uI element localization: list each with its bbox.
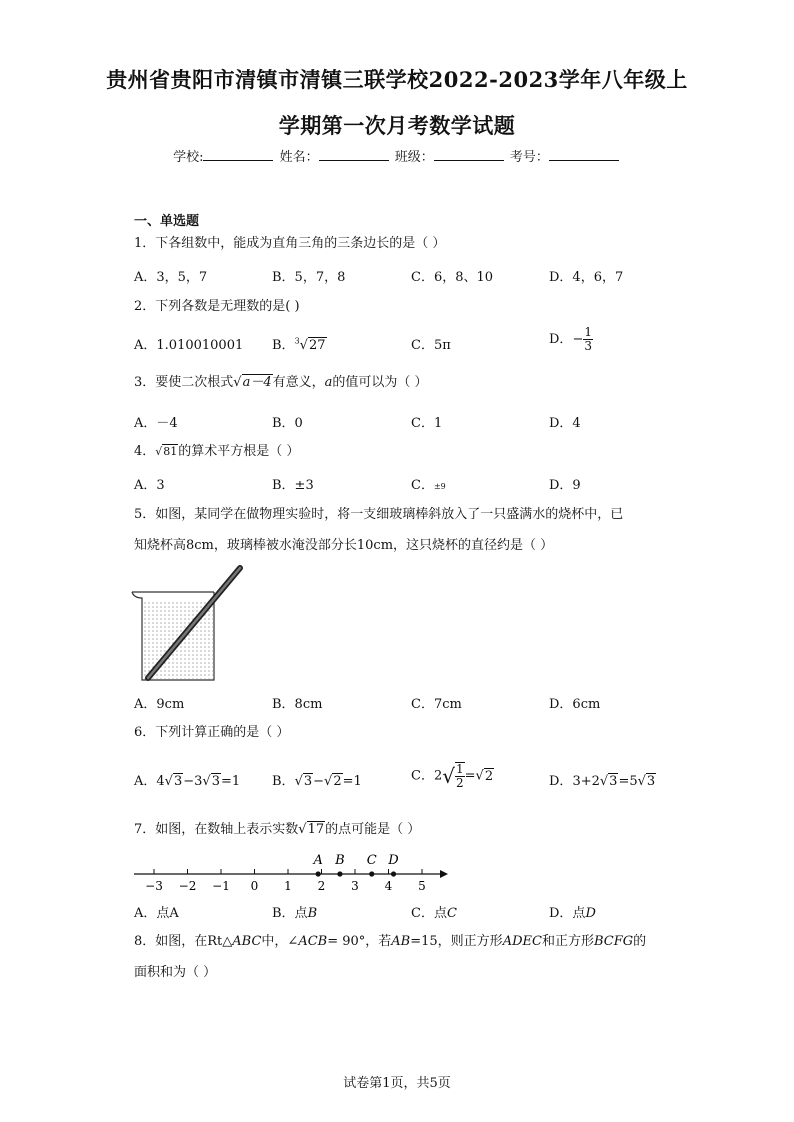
question-2-stem: 2．下列各数是无理数的是( ): [134, 299, 300, 314]
number-line-point-label: B: [335, 853, 345, 868]
q2-option-c: C．5π: [411, 338, 451, 353]
number-line-tick-label: 2: [317, 879, 326, 893]
question-5-line2: 知烧杯高8cm，玻璃棒被水淹没部分长10cm，这只烧杯的直径约是（ ）: [134, 538, 554, 553]
question-4-stem: 4．√81的算术平方根是（ ）: [134, 444, 300, 459]
number-line-tick-label: 3: [351, 879, 359, 893]
q6-option-d: D．3+2√3=5√3: [549, 774, 656, 789]
q6-option-c: C．2√ $\frac{1}{2}$ =√2: [411, 762, 494, 790]
q4-option-c: C．±9: [411, 478, 446, 493]
class-blank: [434, 148, 504, 161]
school-blank: [203, 148, 273, 161]
q5-option-b: B．8cm: [272, 697, 323, 712]
q7-option-a: A．点A: [134, 906, 179, 921]
number-line-point: [316, 871, 321, 876]
q2-d-numerator: 1: [584, 325, 592, 339]
number-line-point: [391, 871, 396, 876]
number-line-figure: [128, 846, 458, 896]
page-footer: 试卷第1页，共5页: [343, 1076, 451, 1091]
number-line-tick-label: −1: [212, 879, 230, 893]
q3-option-d: D．4: [549, 416, 581, 431]
q7-option-c: C．点C: [411, 906, 457, 921]
number-line-point-label: D: [388, 853, 399, 868]
q2-b-root-index: 3: [294, 336, 300, 346]
q5-option-c: C．7cm: [411, 697, 462, 712]
school-label: 学校:: [173, 150, 204, 165]
q3-option-b: B．0: [272, 416, 303, 431]
q5-option-d: D．6cm: [549, 697, 601, 712]
q1-option-d: D．4，6，7: [549, 270, 624, 285]
number-line-point: [369, 871, 374, 876]
student-info-line: [0, 146, 794, 165]
q2-d-denominator: 3: [584, 339, 592, 353]
exam-title-line1: 贵州省贵阳市清镇市清镇三联学校2022-2023学年八年级上: [106, 67, 688, 92]
question-8-line1: 8．如图，在Rt△ABC中，∠ACB= 90°，若AB=15，则正方形ADEC和正方形BCFG的: [134, 934, 647, 949]
number-line-tick-label: 4: [384, 879, 393, 893]
number-line-tick-label: 5: [418, 879, 426, 893]
number-blank: [549, 148, 619, 161]
q2-b-radicand: 27: [308, 338, 326, 353]
q4-option-d: D．9: [549, 478, 581, 493]
q7-option-d: D．点D: [549, 906, 596, 921]
q6-option-a: A．4√3−3√3=1: [134, 774, 241, 789]
section-title: 一、单选题: [134, 214, 200, 229]
number-line-point-label: A: [313, 853, 323, 868]
q4-option-b: B．±3: [272, 478, 314, 493]
q2-option-d: D．− $\frac{1}{3}$: [549, 325, 592, 353]
q4-option-a: A．3: [134, 478, 165, 493]
name-blank: [319, 148, 389, 161]
q1-option-a: A．3，5，7: [134, 270, 208, 285]
name-label: 姓名：: [279, 150, 319, 165]
question-8-line2: 面积和为（ ）: [134, 965, 217, 980]
q5-option-a: A．9cm: [134, 697, 185, 712]
q2-option-b: B．$^3$√27: [272, 336, 326, 353]
number-line-point: [337, 871, 342, 876]
question-5-line1: 5．如图，某同学在做物理实验时，将一支细玻璃棒斜放入了一只盛满水的烧杯中，已: [134, 507, 624, 522]
q4-radicand: 81: [163, 445, 178, 458]
q7-option-b: B．点B: [272, 906, 318, 921]
number-line-tick-label: 0: [250, 879, 259, 893]
q6-option-b: B．√3−√2=1: [272, 774, 362, 789]
q3-option-c: C．1: [411, 416, 443, 431]
class-label: 班级：: [394, 150, 434, 165]
q7-radicand: 17: [307, 822, 325, 837]
q3-radicand: a－4: [242, 375, 272, 390]
q1-option-c: C．6，8、10: [411, 270, 494, 285]
number-line-tick-label: 1: [284, 879, 292, 893]
number-line-point-label: C: [366, 853, 377, 868]
number-line-tick-label: −3: [145, 879, 163, 893]
number-label: 考号：: [509, 150, 549, 165]
q2-option-a: A．1.010010001: [134, 338, 244, 353]
exam-title-line2: 学期第一次月考数学试题: [278, 113, 516, 138]
question-3-stem: 3．要使二次根式√a－4有意义，a的值可以为（ ）: [134, 375, 428, 390]
question-7-stem: 7．如图，在数轴上表示实数√17的点可能是（ ）: [134, 822, 421, 837]
q3-option-a: A．－4: [134, 416, 178, 431]
number-line-tick-label: −2: [178, 879, 197, 893]
q4-c-value: ±9: [433, 482, 446, 491]
q1-option-b: B．5，7，8: [272, 270, 346, 285]
question-1-stem: 1．下各组数中，能成为直角三角的三条边长的是（ ）: [134, 236, 446, 251]
question-6-stem: 6．下列计算正确的是（ ）: [134, 725, 290, 740]
beaker-figure: [128, 562, 248, 686]
